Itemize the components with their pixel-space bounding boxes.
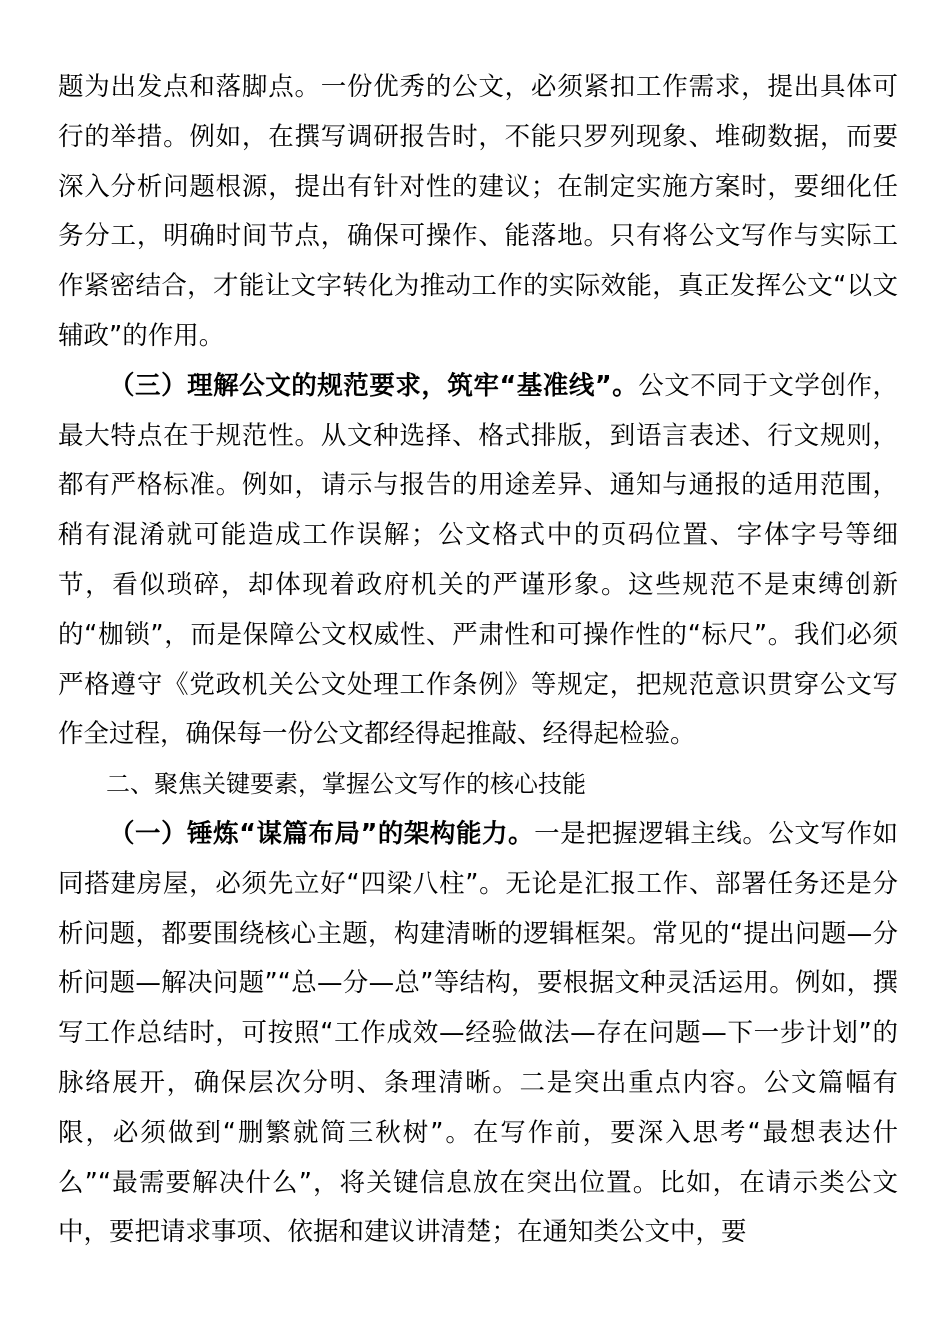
chapter-heading-text: 二、聚焦关键要素，掌握公文写作的核心技能: [106, 770, 586, 799]
subsection-heading-1: （一）锤炼“谋篇布局”的架构能力。: [109, 818, 535, 849]
section-heading-3: （三）理解公文的规范要求，筑牢“基准线”。: [109, 370, 639, 401]
paragraph-text: 公文不同于文学创作，最大特点在于规范性。从文种选择、格式排版，到语言表述、行文规则，都有严格标准。例如，请示与报告的用途差异、通知与通报的适用范围，稍有混淆就可能造成工作误解；公文格式中的页码位置、字体字号等细节，看似琐碎，却体现着政府机关的严谨形象。这些规范不是束缚创新的“枷锁”，而是保障公文权威性、严肃性和可操作性的“标尺”。我们必须严格遵守《党政机关公文处理工作条例》等规定，把规范意识贯穿公文写作全过程，确保每一份公文都经得起推敲、经得起检验。: [58, 370, 898, 750]
paragraph-continuation: [58, 63, 898, 362]
paragraph-subsection-1: [58, 810, 898, 1258]
chapter-heading-2: [58, 760, 898, 810]
paragraph-text: 题为出发点和落脚点。一份优秀的公文，必须紧扣工作需求，提出具体可行的举措。例如，在撰写调研报告时，不能只罗列现象、堆砌数据，而要深入分析问题根源，提出有针对性的建议；在制定实施方案时，要细化任务分工，明确时间节点，确保可操作、能落地。只有将公文写作与实际工作紧密结合，才能让文字转化为推动工作的实际效能，真正发挥公文“以文辅政”的作用。: [58, 72, 898, 351]
paragraph-text: 一是把握逻辑主线。公文写作如同搭建房屋，必须先立好“四梁八柱”。无论是汇报工作、部署任务还是分析问题，都要围绕核心主题，构建清晰的逻辑框架。常见的“提出问题—分析问题—解决问题”“总—分—总”等结构，要根据文种灵活运用。例如，撰写工作总结时，可按照“工作成效—经验做法—存在问题—下一步计划”的脉络展开，确保层次分明、条理清晰。二是突出重点内容。公文篇幅有限，必须做到“删繁就简三秋树”。在写作前，要深入思考“最想表达什么”“最需要解决什么”，将关键信息放在突出位置。比如，在请示类公文中，要把请求事项、依据和建议讲清楚；在通知类公文中，要: [58, 818, 898, 1248]
document-body: [58, 63, 898, 1258]
paragraph-section-3: [58, 362, 898, 760]
